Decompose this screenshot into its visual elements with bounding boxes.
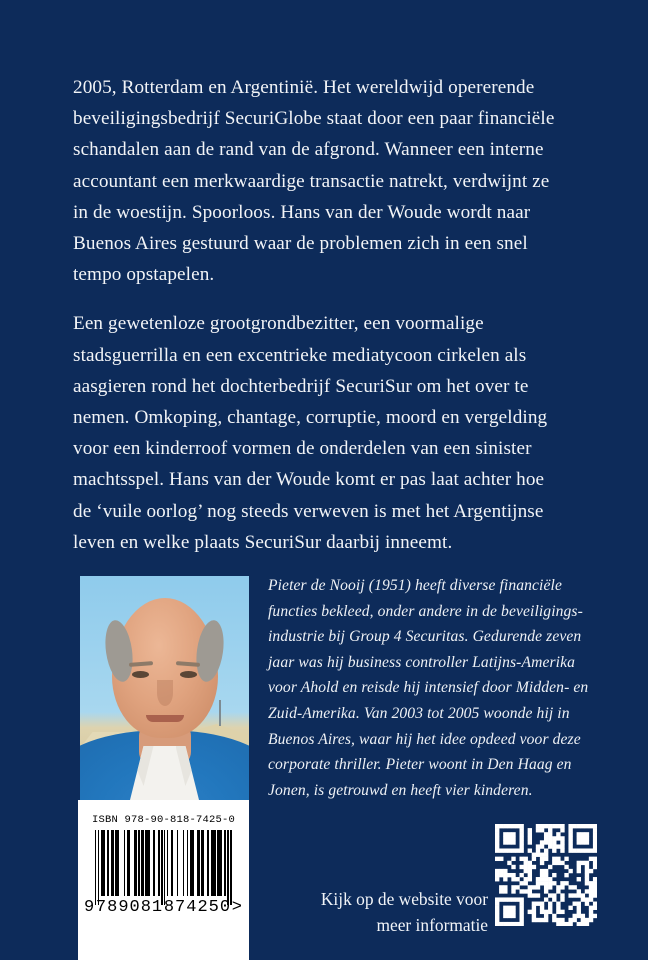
barcode-bars [95,830,232,896]
barcode-panel [78,800,249,960]
photo-antenna [219,700,221,726]
barcode-bar [230,830,231,905]
barcode-digit-group-1: 789081 [95,898,164,917]
photo-mouth [146,715,184,722]
blurb-text [73,72,565,558]
qr-code-graphic [495,824,597,926]
photo-eye-right [180,671,197,678]
barcode-digit-right: > [231,898,243,917]
website-note [258,886,488,938]
blurb-paragraph-1: 2005, Rotterdam en Argentinië. Het wereldwijd opererende beveiligingsbedrijf SecuriGlobe staat door een paar financiële schandalen aan de rand van de afgrond. Wanneer een interne accountant een merkwaardige transactie natrekt, verdwijnt ze in de woestijn. Spoorloos. Hans van der Woude wordt naar Buenos Aires gestuurd waar de problemen zich in een snel tempo opstapelen. [73,77,555,286]
author-bio-text: Pieter de Nooij (1951) heeft diverse financiële functies bekleed, onder andere in de beveiligings-industrie bij Group 4 Securitas. Gedurende zeven jaar was hij business controller Latijns-Amerika voor Ahold en reisde hij intensief door Midden- en Zuid-Amerika. Van 2003 tot 2005 woonde hij in Buenos Aires, waar hij het idee opdeed voor deze corporate thriller. Pieter woont in Den Haag en Jonen, is getrouwd en heeft vier kinderen. [268,577,589,799]
website-note-line-2: meer informatie [376,915,488,935]
photo-nose [157,680,173,706]
blurb-paragraph-2: Een gewetenloze grootgrondbezitter, een voormalige stadsguerrilla en een excentrieke mediatycoon cirkelen als aasgieren rond het dochterbedrijf SecuriSur om het over te nemen. Omkoping, chantage, corruptie, moord en vergelding voor een kinderroof vormen de onderdelen van een sinister machtsspel. Hans van der Woude komt er pas laat achter hoe de ‘vuile oorlog’ nog steeds verweven is met het Argentijnse leven en welke plaats SecuriSur daarbij inneemt. [73,313,548,553]
author-bio [268,573,590,803]
barcode-digits [84,898,243,917]
barcode-digit-group-2: 874250 [163,898,232,917]
isbn-label: ISBN 978-90-818-7425-0 [91,814,236,826]
qr-code[interactable] [495,824,597,926]
barcode-digit-left: 9 [84,898,96,917]
website-note-line-1: Kijk op de website voor [320,889,488,909]
photo-eye-left [132,671,149,678]
author-photo [80,576,249,800]
